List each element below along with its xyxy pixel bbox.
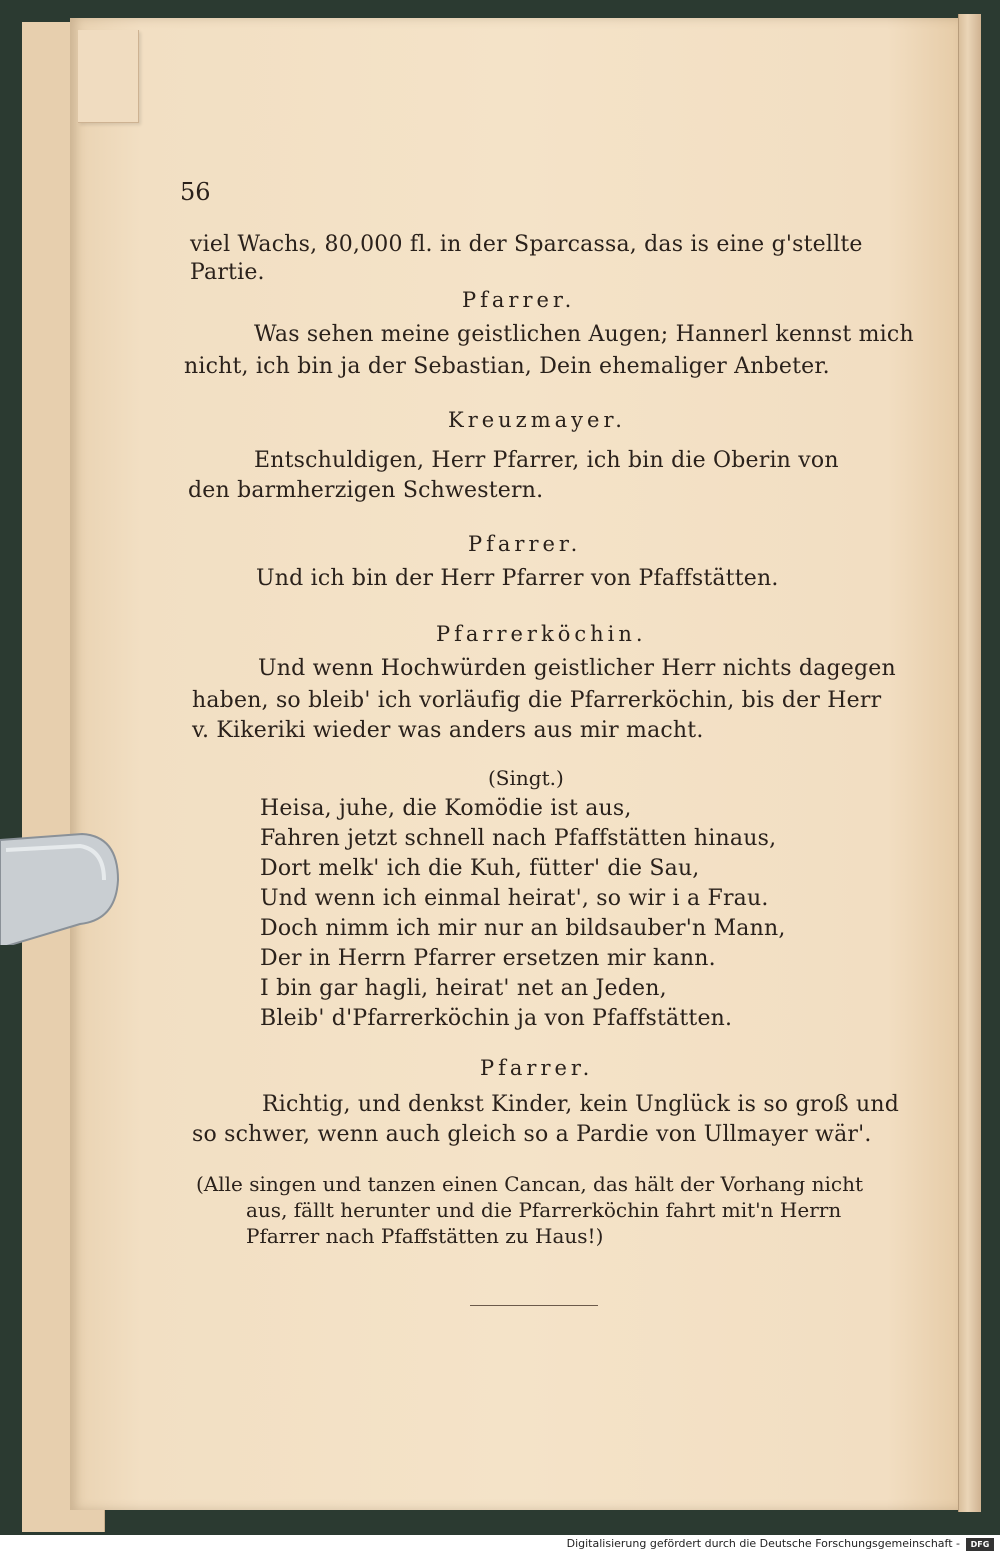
verse-line: Der in Herrn Pfarrer ersetzen mir kann. xyxy=(260,946,716,971)
page-clip-icon xyxy=(0,820,120,945)
verse-line: Und wenn ich einmal heirat', so wir i a Frau. xyxy=(260,886,769,911)
speaker-name: Pfarrerköchin. xyxy=(436,622,647,646)
end-rule xyxy=(470,1305,598,1306)
text-line: Und wenn Hochwürden geistlicher Herr nichts dagegen xyxy=(258,656,896,681)
text-line: v. Kikeriki wieder was anders aus mir macht. xyxy=(192,718,704,743)
corner-fold xyxy=(78,30,139,123)
footer-credit: Digitalisierung gefördert durch die Deutsche Forschungsgemeinschaft - xyxy=(566,1537,960,1550)
speaker-name: Pfarrer. xyxy=(462,288,576,312)
text-line: Richtig, und denkst Kinder, kein Unglück is so groß und xyxy=(262,1092,900,1117)
speaker-name: Kreuzmayer. xyxy=(448,408,626,432)
text-line: haben, so bleib' ich vorläufig die Pfarrerköchin, bis der Herr xyxy=(192,688,882,713)
stage-direction: (Alle singen und tanzen einen Cancan, das hält der Vorhang nicht xyxy=(196,1172,863,1196)
verse-line: I bin gar hagli, heirat' net an Jeden, xyxy=(260,976,667,1001)
stage-direction: Pfarrer nach Pfaffstätten zu Haus!) xyxy=(246,1224,604,1248)
text-line: Und ich bin der Herr Pfarrer von Pfaffstätten. xyxy=(256,566,779,591)
text-line: Entschuldigen, Herr Pfarrer, ich bin die Oberin von xyxy=(254,448,839,473)
text-line: Was sehen meine geistlichen Augen; Hannerl kennst mich xyxy=(254,322,914,347)
verse-line: Fahren jetzt schnell nach Pfaffstätten hinaus, xyxy=(260,826,777,851)
page-number: 56 xyxy=(180,178,211,206)
stage-direction: aus, fällt herunter und die Pfarrerköchin fahrt mit'n Herrn xyxy=(246,1198,842,1222)
verse-line: Bleib' d'Pfarrerköchin ja von Pfaffstätten. xyxy=(260,1006,733,1031)
footer-bar xyxy=(0,1535,1000,1555)
text-line: den barmherzigen Schwestern. xyxy=(188,478,544,503)
dfg-logo: DFG xyxy=(966,1538,994,1551)
text-line: so schwer, wenn auch gleich so a Pardie von Ullmayer wär'. xyxy=(192,1122,872,1147)
verse-line: Dort melk' ich die Kuh, fütter' die Sau, xyxy=(260,856,700,881)
text-line: nicht, ich bin ja der Sebastian, Dein ehemaliger Anbeter. xyxy=(184,354,830,379)
verse-line: Doch nimm ich mir nur an bildsauber'n Mann, xyxy=(260,916,786,941)
facing-page-edge xyxy=(958,14,981,1512)
speaker-name: Pfarrer. xyxy=(480,1056,594,1080)
text-line: Partie. xyxy=(190,260,265,285)
speaker-name: Pfarrer. xyxy=(468,532,582,556)
verse-line: Heisa, juhe, die Komödie ist aus, xyxy=(260,796,632,821)
text-line: viel Wachs, 80,000 fl. in der Sparcassa, das is eine g'stellte xyxy=(190,232,863,257)
stage-direction: (Singt.) xyxy=(488,766,564,790)
